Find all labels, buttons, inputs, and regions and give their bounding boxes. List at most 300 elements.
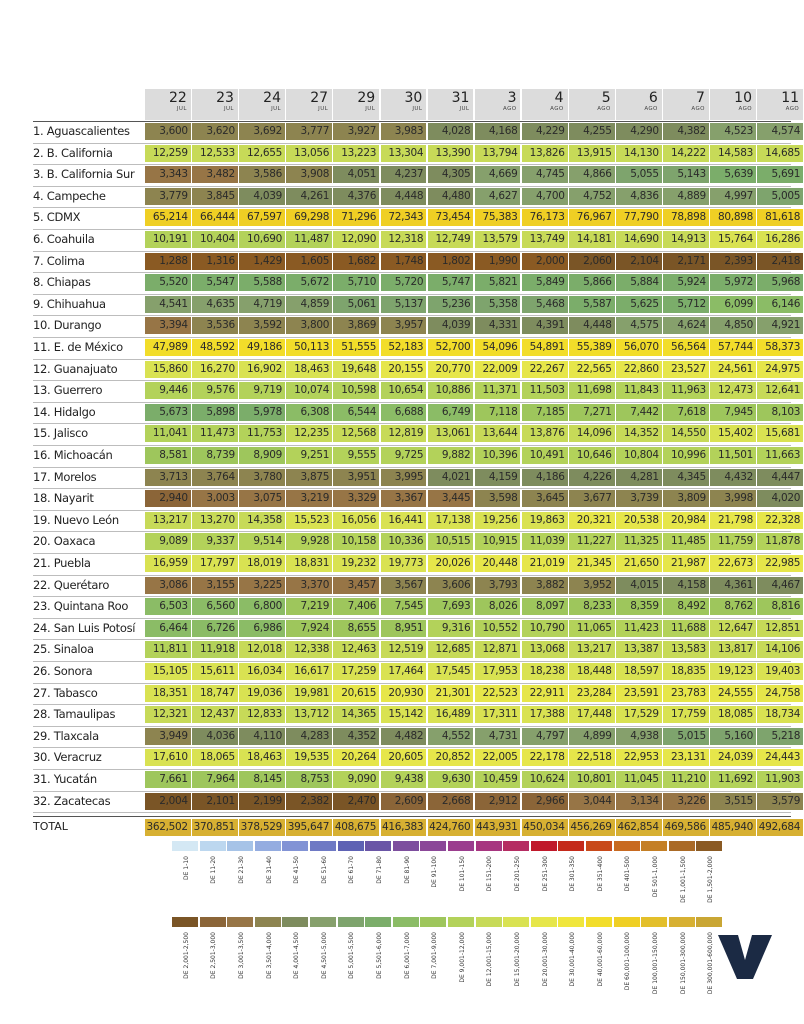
heatmap-cell: 4,482 [381,728,427,745]
heatmap-cell: 5,691 [757,166,803,183]
heatmap-cell: 21,301 [428,685,474,702]
heatmap-cell: 51,555 [333,339,379,356]
column-month: AGO [644,106,658,112]
state-label: 27. Tabasco [33,685,98,700]
heatmap-cell: 3,343 [145,166,191,183]
heatmap-cell: 9,089 [145,533,191,550]
heatmap-cell: 80,898 [710,209,756,226]
legend-label: DE 2,501-3,000 [210,932,218,979]
column-month: JUL [412,106,423,112]
heatmap-cell: 10,886 [428,382,474,399]
heatmap-cell: 16,902 [239,361,285,378]
heatmap-cell: 11,663 [757,447,803,464]
heatmap-cell: 19,773 [381,555,427,572]
heatmap-cell: 4,391 [522,317,568,334]
heatmap-cell: 13,217 [145,512,191,529]
header-divider [33,121,791,122]
heatmap-cell: 13,223 [333,145,379,162]
heatmap-cell: 4,899 [569,728,615,745]
heatmap-cell: 4,168 [475,123,521,140]
total-cell: 485,940 [710,819,756,836]
state-label: 11. E. de México [33,340,123,354]
legend-label: DE 9,001-12,000 [458,932,466,983]
heatmap-cell: 16,286 [757,231,803,248]
total-divider [33,816,791,817]
column-header [663,89,709,120]
heatmap-cell: 6,146 [757,296,803,313]
heatmap-cell: 3,882 [522,577,568,594]
column-header [475,89,521,120]
heatmap-cell: 9,928 [286,533,332,550]
heatmap-cell: 18,448 [569,663,615,680]
heatmap-cell: 22,328 [757,512,803,529]
heatmap-cell: 5,924 [663,274,709,291]
heatmap-cell: 4,731 [475,728,521,745]
heatmap-cell: 11,473 [192,425,238,442]
legend-label: DE 300,001-600,000 [707,932,715,995]
heatmap-cell: 5,978 [239,404,285,421]
state-label: 17. Morelos [33,469,97,484]
heatmap-cell: 18,463 [239,749,285,766]
heatmap-cell: 11,698 [569,382,615,399]
legend-label: DE 20,001-30,000 [541,932,549,987]
heatmap-cell: 15,105 [145,663,191,680]
heatmap-cell: 3,793 [475,577,521,594]
heatmap-cell: 16,441 [381,512,427,529]
heatmap-cell: 4,574 [757,123,803,140]
heatmap-cell: 20,321 [569,512,615,529]
heatmap-cell: 13,712 [286,706,332,723]
heatmap-cell: 11,688 [663,620,709,637]
state-label: 6. Coahuila [33,232,95,246]
heatmap-cell: 7,618 [663,404,709,421]
heatmap-cell: 5,547 [192,274,238,291]
logo-v-icon [715,932,775,982]
heatmap-cell: 10,654 [381,382,427,399]
legend-swatch [476,841,502,851]
column-header [428,89,474,120]
heatmap-cell: 10,804 [616,447,662,464]
heatmap-cell: 13,217 [569,641,615,658]
legend-swatch [393,917,419,927]
heatmap-cell: 9,514 [239,533,285,550]
heatmap-cell: 20,155 [381,361,427,378]
heatmap-cell: 18,085 [710,706,756,723]
column-day: 23 [216,90,234,106]
row-divider [33,143,791,144]
heatmap-cell: 5,972 [710,274,756,291]
heatmap-cell: 4,997 [710,188,756,205]
row-divider [33,683,791,684]
heatmap-cell: 3,927 [333,123,379,140]
heatmap-cell: 4,382 [663,123,709,140]
heatmap-cell: 12,568 [333,425,379,442]
heatmap-cell: 4,020 [757,490,803,507]
heatmap-cell: 6,688 [381,404,427,421]
heatmap-cell: 20,984 [663,512,709,529]
column-header [569,89,615,120]
heatmap-cell: 11,487 [286,231,332,248]
legend-label: DE 41-50 [293,856,301,884]
heatmap-cell: 4,635 [192,296,238,313]
heatmap-cell: 17,953 [475,663,521,680]
heatmap-cell: 17,448 [569,706,615,723]
heatmap-cell: 4,261 [286,188,332,205]
heatmap-cell: 22,860 [616,361,662,378]
heatmap-cell: 8,097 [522,598,568,615]
heatmap-cell: 3,482 [192,166,238,183]
heatmap-cell: 3,075 [239,490,285,507]
row-divider [33,791,791,792]
heatmap-cell: 21,650 [616,555,662,572]
heatmap-cell: 4,051 [333,166,379,183]
heatmap-cell: 1,802 [428,253,474,270]
heatmap-cell: 5,588 [239,274,285,291]
heatmap-cell: 72,343 [381,209,427,226]
heatmap-cell: 22,953 [616,749,662,766]
heatmap-cell: 8,951 [381,620,427,637]
heatmap-cell: 13,749 [522,231,568,248]
column-day: 27 [310,90,329,106]
legend-label: DE 150,001-300,000 [679,932,687,995]
heatmap-cell: 12,655 [239,145,285,162]
row-divider [33,445,791,446]
total-cell: 462,854 [616,819,662,836]
row-divider [33,164,791,165]
heatmap-cell: 3,620 [192,123,238,140]
heatmap-cell: 8,739 [192,447,238,464]
heatmap-cell: 11,692 [710,771,756,788]
heatmap-cell: 3,908 [286,166,332,183]
heatmap-cell: 4,039 [239,188,285,205]
heatmap-cell: 2,470 [333,793,379,810]
row-divider [33,747,791,748]
legend-label: DE 4,001-4,500 [293,932,301,979]
heatmap-cell: 24,443 [757,749,803,766]
heatmap-cell: 52,700 [428,339,474,356]
heatmap-cell: 18,463 [286,361,332,378]
total-cell: 424,760 [428,819,474,836]
heatmap-cell: 18,597 [616,663,662,680]
heatmap-cell: 11,423 [616,620,662,637]
legend-label: DE 6,001-7,000 [403,932,411,979]
heatmap-cell: 13,056 [286,145,332,162]
legend-label: DE 1-10 [182,856,190,880]
row-divider [33,272,791,273]
legend-swatch [227,917,253,927]
heatmap-cell: 12,338 [286,641,332,658]
column-month: AGO [550,106,564,112]
heatmap-cell: 1,990 [475,253,521,270]
heatmap-cell: 4,836 [616,188,662,205]
legend-swatch [696,841,722,851]
legend-swatch [310,841,336,851]
heatmap-cell: 3,957 [381,317,427,334]
legend-swatch [531,917,557,927]
row-divider [33,531,791,532]
heatmap-cell: 11,878 [757,533,803,550]
heatmap-cell: 50,113 [286,339,332,356]
heatmap-cell: 13,579 [475,231,521,248]
state-label: 24. San Luis Potosí [33,620,136,635]
heatmap-cell: 12,437 [192,706,238,723]
heatmap-cell: 3,692 [239,123,285,140]
heatmap-cell: 5,137 [381,296,427,313]
heatmap-cell: 21,987 [663,555,709,572]
heatmap-cell: 3,579 [757,793,803,810]
legend-label: DE 91-100 [431,856,439,888]
heatmap-cell: 24,758 [757,685,803,702]
heatmap-cell: 9,719 [239,382,285,399]
heatmap-cell: 2,609 [381,793,427,810]
heatmap-cell: 10,598 [333,382,379,399]
heatmap-cell: 10,790 [522,620,568,637]
heatmap-cell: 4,237 [381,166,427,183]
heatmap-cell: 4,110 [239,728,285,745]
state-label: 25. Sinaloa [33,642,94,657]
heatmap-cell: 3,952 [569,577,615,594]
legend-swatch [448,917,474,927]
heatmap-cell: 6,986 [239,620,285,637]
column-header [286,89,332,120]
column-day: 11 [781,90,800,106]
heatmap-cell: 16,270 [192,361,238,378]
heatmap-cell: 5,005 [757,188,803,205]
heatmap-cell: 22,267 [522,361,568,378]
column-month: JUL [318,106,329,112]
row-divider [33,661,791,662]
heatmap-cell: 12,321 [145,706,191,723]
row-divider [33,359,791,360]
heatmap-cell: 4,290 [616,123,662,140]
heatmap-cell: 10,801 [569,771,615,788]
heatmap-cell: 13,390 [428,145,474,162]
heatmap-cell: 3,367 [381,490,427,507]
total-cell: 450,034 [522,819,568,836]
heatmap-cell: 15,142 [381,706,427,723]
state-label: 32. Zacatecas [33,793,111,808]
heatmap-cell: 11,039 [522,533,568,550]
heatmap-cell: 47,989 [145,339,191,356]
row-divider [33,639,791,640]
heatmap-cell: 3,457 [333,577,379,594]
column-header [381,89,427,120]
legend-label: DE 4,501-5,000 [320,932,328,979]
heatmap-cell: 23,783 [663,685,709,702]
heatmap-cell: 4,376 [333,188,379,205]
heatmap-cell: 3,800 [286,317,332,334]
legend-swatch [586,841,612,851]
state-label: 10. Durango [33,318,102,333]
heatmap-cell: 20,264 [333,749,379,766]
heatmap-cell: 20,538 [616,512,662,529]
legend-swatch [669,917,695,927]
column-header [145,89,191,120]
heatmap-cell: 5,720 [381,274,427,291]
legend-swatch [420,841,446,851]
legend-swatch [614,917,640,927]
heatmap-cell: 67,597 [239,209,285,226]
legend-swatch [476,917,502,927]
heatmap-cell: 14,550 [663,425,709,442]
heatmap-cell: 19,648 [333,361,379,378]
heatmap-cell: 4,719 [239,296,285,313]
total-cell: 362,502 [145,819,191,836]
heatmap-cell: 4,921 [757,317,803,334]
column-header [757,89,803,120]
heatmap-cell: 6,800 [239,598,285,615]
heatmap-cell: 56,070 [616,339,662,356]
heatmap-cell: 7,185 [522,404,568,421]
heatmap-cell: 2,668 [428,793,474,810]
row-divider [33,488,791,489]
heatmap-cell: 5,160 [710,728,756,745]
heatmap-cell: 9,882 [428,447,474,464]
heatmap-cell: 18,019 [239,555,285,572]
column-month: AGO [738,106,752,112]
heatmap-cell: 19,256 [475,512,521,529]
heatmap-cell: 5,849 [522,274,568,291]
heatmap-cell: 2,966 [522,793,568,810]
heatmap-cell: 5,143 [663,166,709,183]
legend-label: DE 40,001-60,000 [596,932,604,987]
heatmap-cell: 15,611 [192,663,238,680]
heatmap-cell: 5,821 [475,274,521,291]
row-divider [33,467,791,468]
heatmap-cell: 5,710 [333,274,379,291]
heatmap-cell: 3,515 [710,793,756,810]
heatmap-cell: 3,394 [145,317,191,334]
heatmap-cell: 78,898 [663,209,709,226]
heatmap-cell: 5,898 [192,404,238,421]
heatmap-cell: 4,255 [569,123,615,140]
heatmap-cell: 19,981 [286,685,332,702]
heatmap-cell: 3,777 [286,123,332,140]
state-label: 28. Tamaulipas [33,707,116,722]
total-cell: 492,684 [757,819,803,836]
column-day: 24 [263,90,281,106]
heatmap-cell: 5,358 [475,296,521,313]
heatmap-cell: 20,605 [381,749,427,766]
legend-label: DE 81-90 [403,856,411,884]
legend-swatch [558,841,584,851]
heatmap-cell: 23,131 [663,749,709,766]
heatmap-cell: 2,104 [616,253,662,270]
heatmap-cell: 8,655 [333,620,379,637]
heatmap-cell: 11,963 [663,382,709,399]
heatmap-cell: 4,700 [522,188,568,205]
heatmap-cell: 7,964 [192,771,238,788]
legend-swatch [586,917,612,927]
heatmap-cell: 8,492 [663,598,709,615]
heatmap-cell: 22,009 [475,361,521,378]
heatmap-cell: 3,779 [145,188,191,205]
heatmap-cell: 5,968 [757,274,803,291]
heatmap-cell: 2,940 [145,490,191,507]
heatmap-cell: 8,909 [239,447,285,464]
heatmap-cell: 5,747 [428,274,474,291]
state-label: 7. Colima [33,253,85,268]
heatmap-cell: 4,889 [663,188,709,205]
legend-swatch [448,841,474,851]
heatmap-cell: 52,183 [381,339,427,356]
heatmap-cell: 4,448 [381,188,427,205]
heatmap-cell: 11,811 [145,641,191,658]
heatmap-cell: 3,134 [616,793,662,810]
heatmap-cell: 13,915 [569,145,615,162]
column-header [192,89,238,120]
legend-swatch [641,917,667,927]
heatmap-cell: 16,034 [239,663,285,680]
column-header [710,89,756,120]
legend-swatch [393,841,419,851]
heatmap-cell: 17,388 [522,706,568,723]
legend-swatch [558,917,584,927]
heatmap-cell: 2,382 [286,793,332,810]
heatmap-cell: 76,173 [522,209,568,226]
heatmap-cell: 10,158 [333,533,379,550]
heatmap-cell: 17,138 [428,512,474,529]
heatmap-cell: 6,503 [145,598,191,615]
heatmap-cell: 56,564 [663,339,709,356]
heatmap-cell: 3,600 [145,123,191,140]
logo [715,932,775,982]
row-divider [33,186,791,187]
row-divider [33,704,791,705]
legend-label: DE 100,001-150,000 [652,932,659,995]
heatmap-cell: 3,329 [333,490,379,507]
heatmap-cell: 4,745 [522,166,568,183]
heatmap-cell: 4,028 [428,123,474,140]
heatmap-cell: 4,159 [475,469,521,486]
heatmap-cell: 8,233 [569,598,615,615]
column-day: 3 [507,90,517,106]
state-label: 26. Sonora [33,664,93,678]
legend-swatch [338,841,364,851]
state-label: 15. Jalisco [33,426,88,441]
legend-swatch [503,917,529,927]
heatmap-cell: 3,606 [428,577,474,594]
heatmap-cell: 3,845 [192,188,238,205]
heatmap-cell: 16,617 [286,663,332,680]
total-cell: 378,529 [239,819,285,836]
heatmap-cell: 5,236 [428,296,474,313]
legend-label: DE 3,501-4,000 [265,932,273,979]
heatmap-cell: 2,393 [710,253,756,270]
heatmap-cell: 17,759 [663,706,709,723]
heatmap-cell: 6,544 [333,404,379,421]
heatmap-cell: 3,869 [333,317,379,334]
row-divider [33,618,791,619]
heatmap-cell: 12,318 [381,231,427,248]
heatmap-cell: 13,826 [522,145,568,162]
legend-label: DE 12,001-15,000 [486,932,494,987]
heatmap-cell: 10,552 [475,620,521,637]
heatmap-cell: 22,005 [475,749,521,766]
heatmap-cell: 5,673 [145,404,191,421]
heatmap-cell: 14,358 [239,512,285,529]
heatmap-cell: 4,281 [616,469,662,486]
heatmap-cell: 13,068 [522,641,568,658]
heatmap-cell: 18,238 [522,663,568,680]
heatmap-cell: 20,930 [381,685,427,702]
heatmap-cell: 23,284 [569,685,615,702]
heatmap-cell: 11,918 [192,641,238,658]
column-month: JUL [223,106,234,112]
heatmap-cell: 8,145 [239,771,285,788]
heatmap-cell: 1,748 [381,253,427,270]
heatmap-cell: 11,325 [616,533,662,550]
